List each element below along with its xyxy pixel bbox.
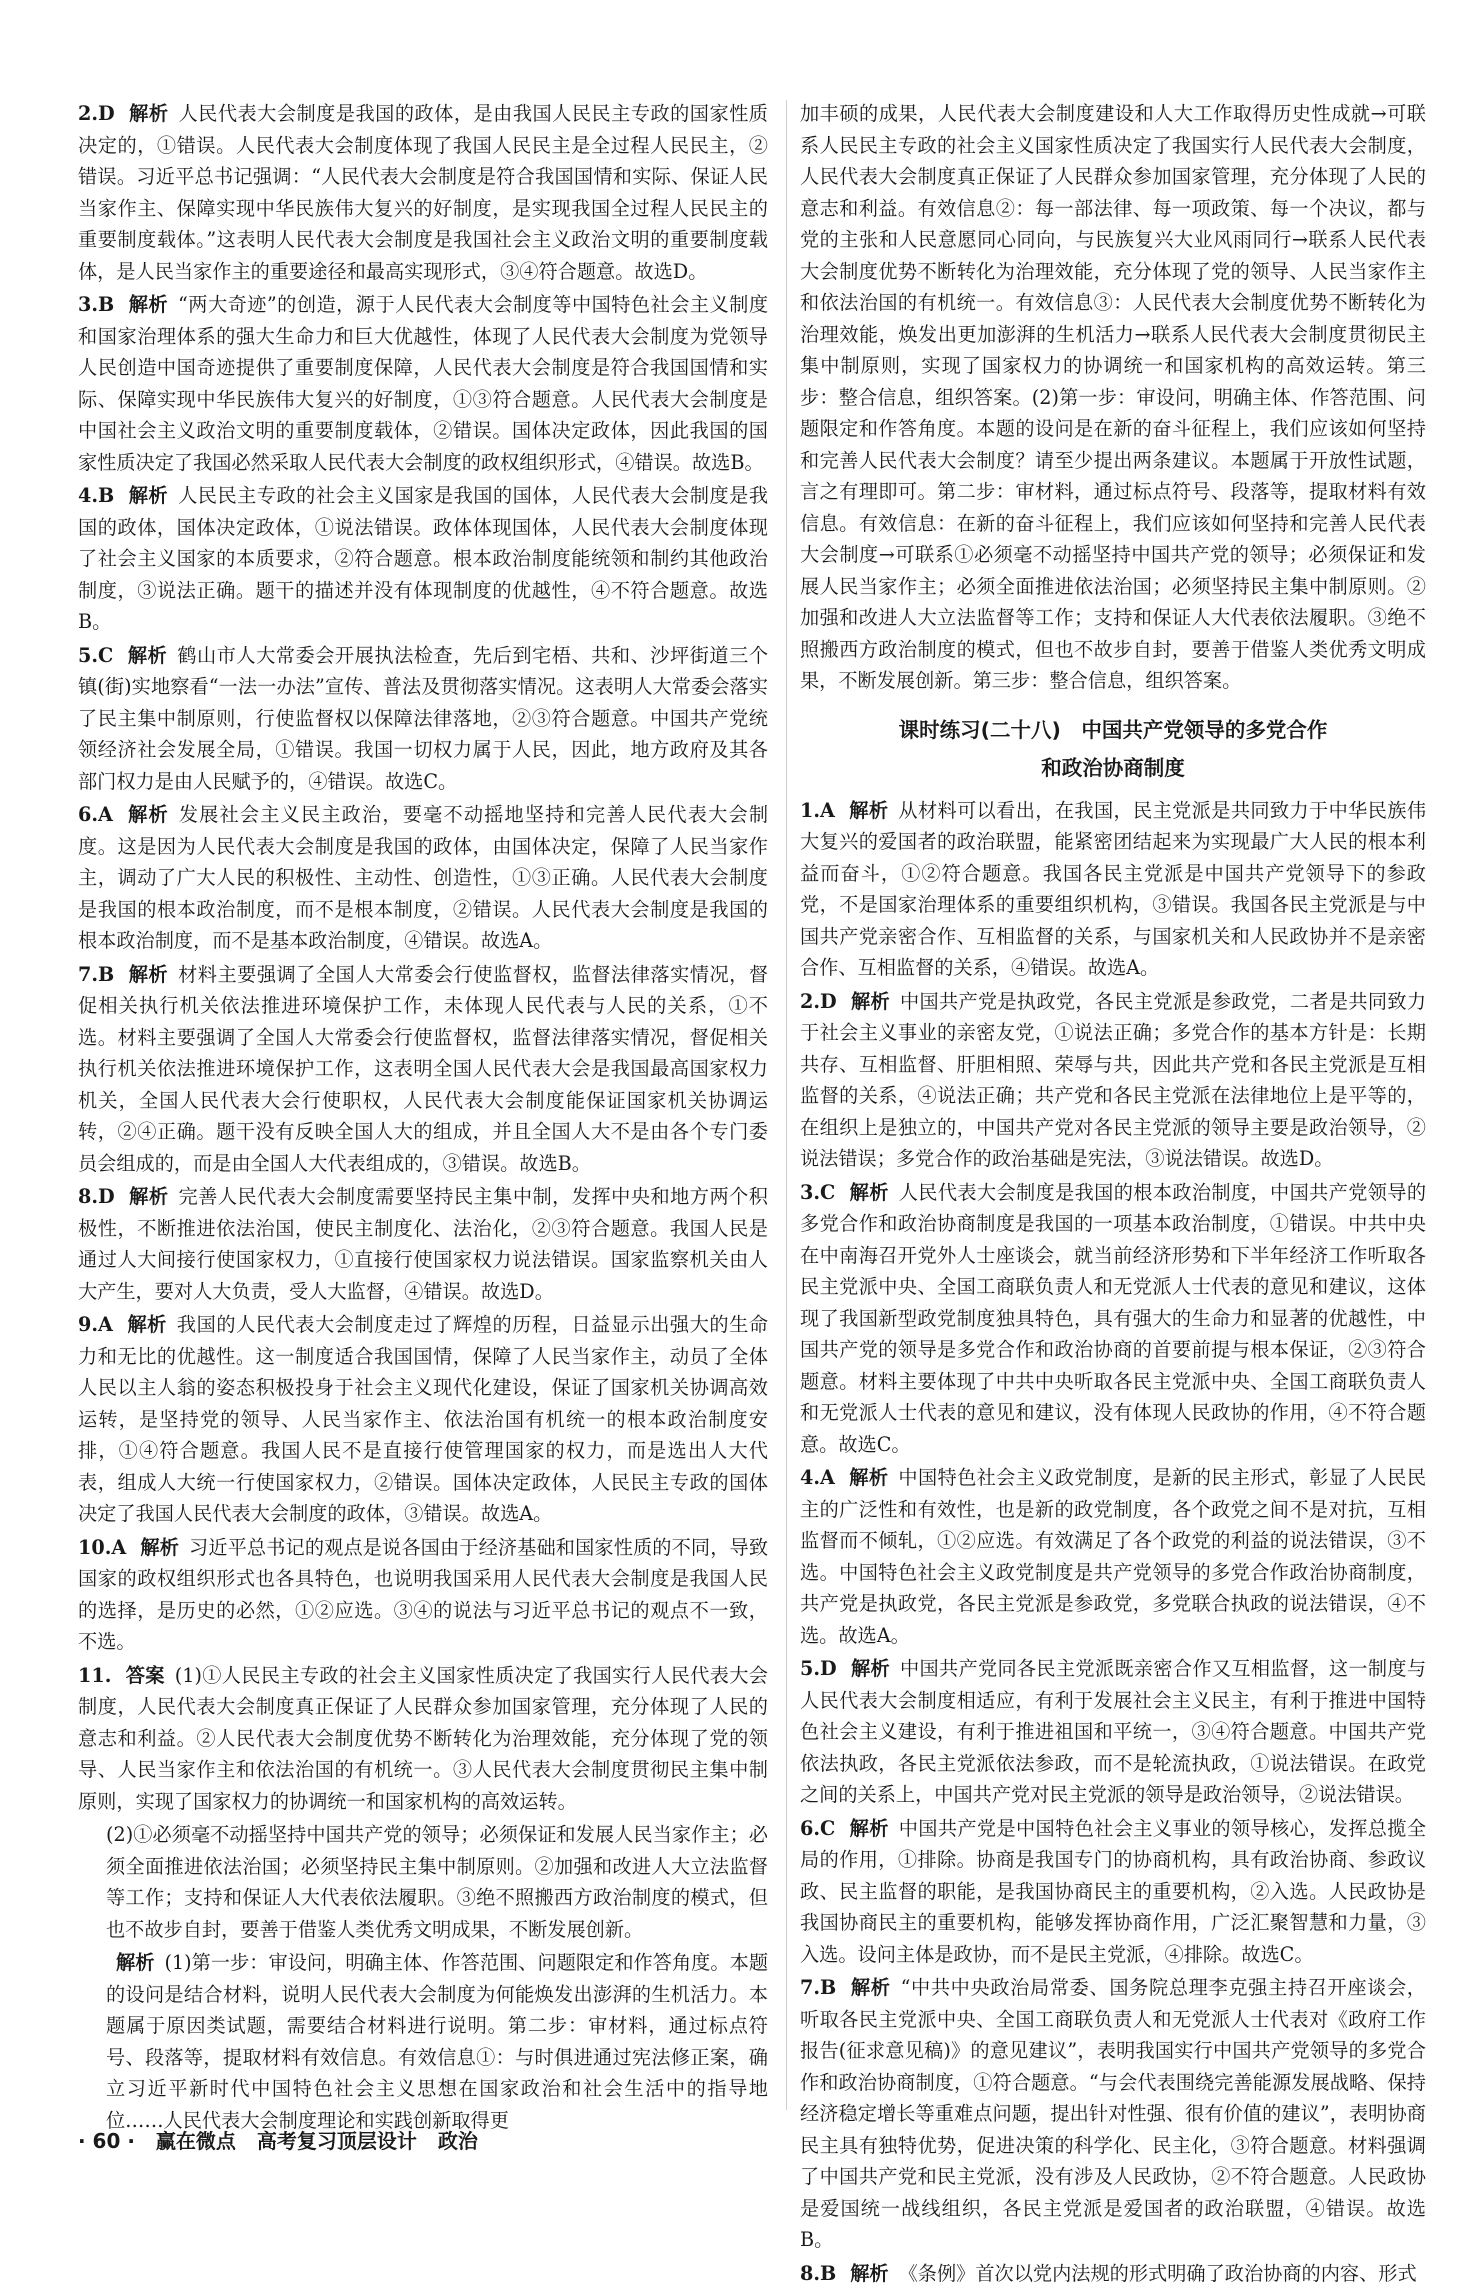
question-number: 4.A	[800, 1466, 835, 1489]
left-column	[78, 98, 768, 2138]
answer-label: 解析	[849, 1816, 889, 1840]
answer-label: 解析	[128, 102, 169, 125]
answer-item	[78, 1660, 768, 1818]
answer-text: 中国特色社会主义政党制度，是新的民主形式，彰显了人民民主的广泛性和有效性，也是新的政党制度，各个政党之间不是对抗，互相监督而不倾轧，①②应选。有效满足了各个政党的利益的说法错误，③不选。中国特色社会主义政党制度是共产党领导的多党合作政治协商制度，共产党是执政党，各民主党派是参政党，多党联合执政的说法错误，④不选。故选A。	[800, 1466, 1427, 1647]
continued-explanation	[800, 98, 1426, 697]
answer-text: (2)①必须毫不动摇坚持中国共产党的领导；必须保证和发展人民当家作主；必须全面推进依法治国；必须坚持民主集中制原则。②加强和改进人大立法监督等工作；支持和保证人大代表依法履职。③绝不照搬西方政治制度的模式，但也不故步自封，要善于借鉴人类优秀文明成果，不断发展创新。	[106, 1823, 768, 1941]
column-divider	[786, 100, 787, 2110]
answer-item	[800, 2258, 1426, 2290]
answer-item	[78, 959, 768, 1180]
question-number: 11.	[78, 1663, 112, 1687]
question-number: 7.B	[78, 962, 115, 986]
answer-item	[106, 1819, 768, 1945]
answer-item	[800, 1813, 1426, 1971]
answer-item	[800, 1462, 1426, 1651]
answer-label: 解析	[850, 2261, 889, 2285]
answer-label: 解析	[850, 989, 890, 1013]
answer-item	[78, 799, 768, 957]
answer-text: 材料主要强调了全国人大常委会行使监督权，监督法律落实情况，督促相关执行机关依法推进环境保护工作，未体现人民代表与人民的关系，①不选。材料主要强调了全国人大常委会行使监督权，监督法律落实情况，督促相关执行机关依法推进环境保护工作，这表明全国人民代表大会是我国最高国家权力机关，全国人民代表大会行使职权，人民代表大会制度能保证国家机关协调运转，②④正确。题干没有反映全国人大的组成，并且全国人大不是由各个专门委员会组成的，而是由全国人大代表组成的，③错误。故选B。	[78, 962, 769, 1175]
lesson-title-line1: 课时练习(二十八) 中国共产党领导的多党合作	[898, 717, 1328, 742]
question-number: 6.C	[800, 1816, 836, 1840]
answer-item	[800, 1972, 1426, 2256]
answer-item	[78, 98, 768, 287]
answer-label: 解析	[848, 1466, 889, 1489]
answer-item	[78, 1532, 768, 1658]
answer-text: 人民民主专政的社会主义国家是我国的国体，人民代表大会制度是我国的政体，国体决定政体，①说法错误。政体体现国体，人民代表大会制度体现了社会主义国家的本质要求，②符合题意。根本政治制度能统领和制约其他政治制度，③说法正确。题干的描述并没有体现制度的优越性，④不符合题意。故选B。	[78, 484, 769, 633]
answer-label: 解析	[128, 962, 169, 986]
question-number: 10.A	[78, 1535, 127, 1559]
lesson-title-line2: 和政治协商制度	[1041, 755, 1185, 780]
answer-label: 解析	[127, 643, 168, 667]
answer-text: 习近平总书记的观点是说各国由于经济基础和国家性质的不同，导致国家的政权组织形式也各具特色，也说明我国采用人民代表大会制度是我国人民的选择，是历史的必然，①②应选。③④的说法与习近平总书记的观点不一致，不选。	[78, 1535, 769, 1653]
answer-item	[78, 480, 768, 638]
question-number: 2.D	[800, 989, 837, 1013]
question-number: 2.D	[78, 102, 115, 125]
answer-text: 人民代表大会制度是我国的政体，是由我国人民民主专政的国家性质决定的，①错误。人民代表大会制度体现了我国人民民主是全过程人民民主，②错误。习近平总书记强调：“人民代表大会制度是符合我国国情和实际、保证人民当家作主、保障实现中华民族伟大复兴的好制度，是实现我国全过程人民民主的重要制度载体。”这表明人民代表大会制度是我国社会主义政治文明的重要制度载体，是人民当家作主的重要途径和最高实现形式，③④符合题意。故选D。	[78, 102, 768, 283]
answer-text: 完善人民代表大会制度需要坚持民主集中制，发挥中央和地方两个积极性，不断推进依法治国，使民主制度化、法治化，②③符合题意。我国人民是通过人大间接行使国家权力，①直接行使国家权力说法错误。国家监察机关由人大产生，要对人大负责，受人大监督，④错误。故选D。	[78, 1185, 768, 1303]
series-name: 高考复习顶层设计	[256, 2129, 417, 2153]
answer-item	[106, 1947, 768, 2136]
page-footer	[78, 2125, 492, 2154]
answer-text: (1)第一步：审设问，明确主体、作答范围、问题限定和作答角度。本题的设问是结合材料，说明人民代表大会制度为何能焕发出澎湃的生机活力。本题属于原因类试题，需要结合材料进行说明。第二步：审材料，通过标点符号、段落等，提取材料有效信息。有效信息①：与时俱进通过宪法修正案，确立习近平新时代中国特色社会主义思想在国家政治和社会生活中的指导地位……人民代表大会制度理论和实践创新取得更	[106, 1951, 769, 2132]
subject-name: 政治	[437, 2129, 478, 2153]
answer-label: 解析	[849, 1180, 889, 1204]
answer-text: 我国的人民代表大会制度走过了辉煌的历程，日益显示出强大的生命力和无比的优越性。这一制度适合我国国情，保障了人民当家作主，动员了全体人民以主人翁的姿态积极投身于社会主义现代化建设，保证了国家机关协调高效运转，是坚持党的领导、人民当家作主、依法治国有机统一的根本政治制度安排，①④符合题意。我国人民不是直接行使管理国家的权力，而是选出人大代表，组成人大统一行使国家权力，②错误。国体决定政体，人民民主专政的国体决定了我国人民代表大会制度的政体，③错误。故选A。	[78, 1313, 769, 1525]
answer-item	[78, 289, 768, 478]
answer-item	[800, 795, 1426, 984]
answer-label: 解析	[848, 798, 889, 822]
answer-text: 中国共产党是执政党，各民主党派是参政党，二者是共同致力于社会主义事业的亲密友党，①说法正确；多党合作的基本方针是：长期共存、互相监督、肝胆相照、荣辱与共，因此共产党和各民主党派是互相监督的关系，④说法正确；共产党和各民主党派在法律地位上是平等的，在组织上是独立的，中国共产党对各民主党派的领导主要是政治领导，②说法错误；多党合作的政治基础是宪法，③说法错误。故选D。	[800, 989, 1427, 1170]
answer-label: 解析	[128, 1185, 169, 1208]
answer-label: 解析	[128, 484, 169, 507]
answer-text: 人民代表大会制度是我国的根本政治制度，中国共产党领导的多党合作和政治协商制度是我国的一项基本政治制度，①错误。中共中央在中南海召开党外人士座谈会，就当前经济形势和下半年经济工作听取各民主党派中央、全国工商联负责人和无党派人士代表的意见和建议，这体现了我国新型政党制度独具特色，具有强大的生命力和显著的优越性，中国共产党的领导是多党合作和政治协商的首要前提与根本保证，②③符合题意。材料主要体现了中共中央听取各民主党派中央、全国工商联负责人和无党派人士代表的意见和建议，没有体现人民政协的作用，④不符合题意。故选C。	[800, 1180, 1427, 1456]
question-number: 5.C	[78, 643, 114, 667]
answer-label: 答案	[125, 1663, 165, 1687]
answer-item	[800, 1653, 1426, 1811]
continued-text: 加丰硕的成果，人民代表大会制度建设和人大工作取得历史性成就→可联系人民民主专政的社会主义国家性质决定了我国实行人民代表大会制度，人民代表大会制度真正保证了人民群众参加国家管理，充分体现了人民的意志和利益。有效信息②：每一部法律、每一项政策、每一个决议，都与党的主张和人民意愿同心同向，与民族复兴大业风雨同行→联系人民代表大会制度优势不断转化为治理效能，充分体现了党的领导、人民当家作主和依法治国的有机统一。有效信息③：人民代表大会制度优势不断转化为治理效能，焕发出更加澎湃的生机活力→联系人民代表大会制度贯彻民主集中制原则，实现了国家权力的协调统一和国家机构的高效运转。第三步：整合信息，组织答案。(2)第一步：审设问，明确主体、作答范围、问题限定和作答角度。本题的设问是在新的奋斗征程上，我们应该如何坚持和完善人民代表大会制度？请至少提出两条建议。本题属于开放性试题，言之有理即可。第二步：审材料，通过标点符号、段落等，提取材料有效信息。有效信息：在新的奋斗征程上，我们应该如何坚持和完善人民代表大会制度→可联系①必须毫不动摇坚持中国共产党的领导；必须保证和发展人民当家作主；必须全面推进依法治国；必须坚持民主集中制原则。②加强和改进人大立法监督等工作；支持和保证人大代表依法履职。③绝不照搬西方政治制度的模式，但也不故步自封，要善于借鉴人类优秀文明成果，不断发展创新。第三步：整合信息，组织答案。	[800, 102, 1426, 692]
right-column	[800, 98, 1426, 2291]
question-number: 9.A	[78, 1313, 113, 1336]
answer-label: 解析	[126, 1313, 167, 1336]
question-number: 3.C	[800, 1180, 836, 1204]
answer-label: 解析	[140, 1535, 180, 1559]
question-number: 8.B	[800, 2261, 837, 2285]
answer-text: 中国共产党是中国特色社会主义事业的领导核心，发挥总揽全局的作用，①排除。协商是我国专门的协商机构，具有政治协商、参政议政、民主监督的职能，是我国协商民主的重要机构，②入选。人民政协是我国协商民主的重要机构，能够发挥协商作用，广泛汇聚智慧和力量，③入选。设问主体是政协，而不是民主党派，④排除。故选C。	[800, 1816, 1427, 1966]
answer-label: 解析	[116, 1951, 155, 1974]
answer-text: “中共中央政治局常委、国务院总理李克强主持召开座谈会，听取各民主党派中央、全国工商联负责人和无党派人士代表对《政府工作报告(征求意见稿)》的意见建议”，表明我国实行中国共产党领导的多党合作和政治协商制度，①符合题意。“与会代表围绕完善能源发展战略、保持经济稳定增长等重难点问题，提出针对性强、很有价值的建议”，表明协商民主具有独特优势，促进决策的科学化、民主化，③符合题意。材料强调了中国共产党和民主党派，没有涉及人民政协，②不符合题意。人民政协是爱国统一战线组织，各民主党派是爱国者的政治联盟，④错误。故选B。	[800, 1976, 1426, 2251]
answer-text: 鹤山市人大常委会开展执法检查，先后到宅梧、共和、沙坪街道三个镇(街)实地察看“一法一办法”宣传、普法及贯彻落实情况。这表明人大常委会落实了民主集中制原则，行使监督权以保障法律落地，②③符合题意。中国共产党统领经济社会发展全局，①错误。我国一切权力属于人民，因此，地方政府及其各部门权力是由人民赋予的，④错误。故选C。	[78, 643, 769, 793]
question-number: 1.A	[800, 798, 835, 822]
brand-name: 赢在微点	[155, 2129, 236, 2153]
answer-item	[78, 640, 768, 798]
lesson-title	[800, 711, 1426, 787]
answer-text: “两大奇迹”的创造，源于人民代表大会制度等中国特色社会主义制度和国家治理体系的强大生命力和巨大优越性，体现了人民代表大会制度为党领导人民创造中国奇迹提供了重要制度保障，人民代表大会制度是符合我国国情和实际、保障实现中华民族伟大复兴的好制度，①③符合题意。人民代表大会制度是中国社会主义政治文明的重要制度载体，②错误。国体决定政体，因此我国的国家性质决定了我国必然采取人民代表大会制度的政权组织形式，④错误。故选B。	[78, 293, 769, 474]
answer-text: 中国共产党同各民主党派既亲密合作又互相监督，这一制度与人民代表大会制度相适应，有利于发展社会主义民主，有利于推进中国特色社会主义建设，有利于推进祖国和平统一，③④符合题意。中国共产党依法执政，各民主党派依法参政，而不是轮流执政，①说法错误。在政党之间的关系上，中国共产党对民主党派的领导是政治领导，②说法错误。	[800, 1657, 1427, 1806]
answer-label: 解析	[850, 1657, 890, 1680]
answer-label: 解析	[126, 803, 169, 826]
lesson-answers	[800, 795, 1426, 2290]
answer-item	[78, 1309, 768, 1530]
question-number: 4.B	[78, 484, 115, 507]
page-number: · 60 ·	[78, 2129, 135, 2153]
answer-item	[78, 1181, 768, 1307]
question-number: 7.B	[800, 1976, 837, 1999]
question-number: 6.A	[78, 803, 113, 826]
question-number: 8.D	[78, 1185, 115, 1208]
answer-text: (1)①人民民主专政的社会主义国家性质决定了我国实行人民代表大会制度，人民代表大会制度真正保证了人民群众参加国家管理，充分体现了人民的意志和利益。②人民代表大会制度优势不断转化为治理效能，充分体现了党的领导、人民当家作主和依法治国的有机统一。③人民代表大会制度贯彻民主集中制原则，实现了国家权力的协调统一和国家机构的高效运转。	[78, 1663, 768, 1813]
question-number: 5.D	[800, 1657, 837, 1680]
question-number: 3.B	[78, 293, 115, 316]
answer-label: 解析	[128, 293, 169, 316]
answer-label: 解析	[850, 1976, 891, 1999]
answer-item	[800, 1177, 1426, 1461]
answer-text: 从材料可以看出，在我国，民主党派是共同致力于中华民族伟大复兴的爱国者的政治联盟，能紧密团结起来为实现最广大人民的根本利益而奋斗，①②符合题意。我国各民主党派是中国共产党领导下的参政党，不是国家治理体系的重要组织机构，③错误。我国各民主党派是与中国共产党亲密合作、互相监督的关系，与国家机关和人民政协并不是亲密合作、互相监督的关系，④错误。故选A。	[800, 798, 1427, 979]
answer-text: 《条例》首次以党内法规的形式明确了政治协商的内容、形式	[898, 2261, 1417, 2285]
answer-text: 发展社会主义民主政治，要毫不动摇地坚持和完善人民代表大会制度。这是因为人民代表大会制度是我国的政体，由国体决定，保障了人民当家作主，调动了广大人民的积极性、主动性、创造性，①③正确。人民代表大会制度是我国的根本政治制度，而不是根本制度，②错误。人民代表大会制度是我国的根本政治制度，而不是基本政治制度，④错误。故选A。	[78, 803, 769, 952]
answer-item	[800, 986, 1426, 1175]
